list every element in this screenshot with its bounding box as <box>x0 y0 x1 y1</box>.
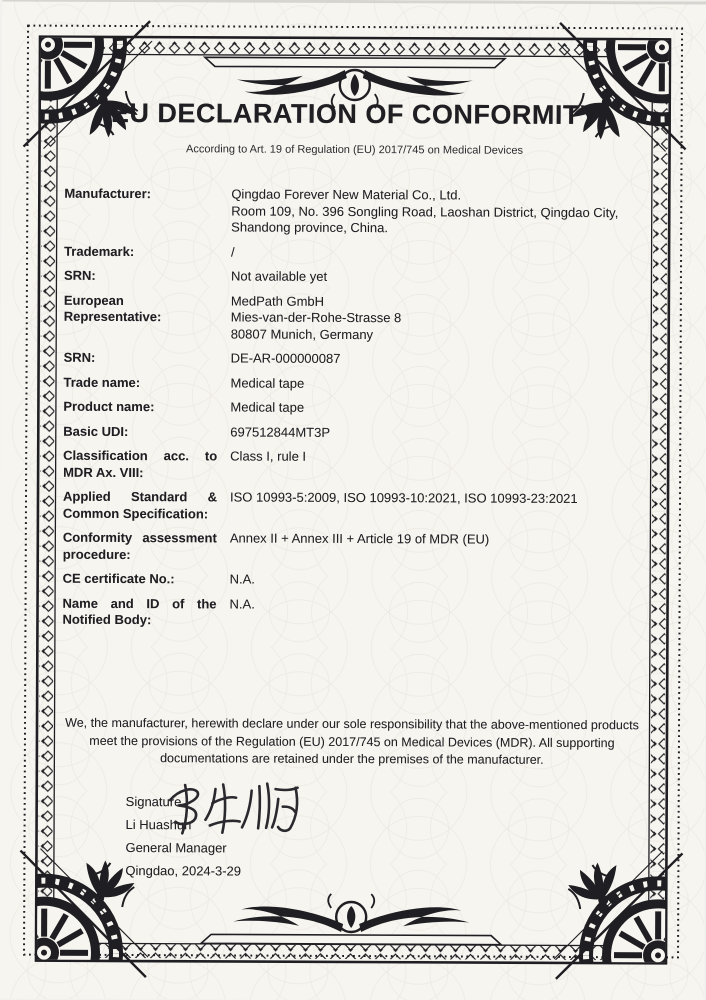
field-label: SRN: <box>63 267 96 283</box>
field-value: / <box>231 243 235 259</box>
page-title: EU DECLARATION OF CONFORMITY <box>110 97 599 131</box>
field-value: ISO 10993-5:2009, ISO 10993-10:2021, ISO 10993-23:2021 <box>229 489 578 506</box>
field-value: N.A. <box>229 595 255 612</box>
signatory-role: General Manager <box>125 840 227 856</box>
field-value: Not available yet <box>230 268 328 284</box>
field-label: European Representative: <box>63 292 162 325</box>
field-row <box>63 571 654 590</box>
field-row <box>63 448 654 484</box>
field-value: MedPath GmbH Mies-van-der-Rohe-Strasse 8 80807 Munich, Germany <box>230 292 402 342</box>
field-label: Manufacturer: <box>64 185 152 202</box>
field-value: DE-AR-000000087 <box>230 350 341 366</box>
field-row <box>63 399 654 418</box>
field-value: Medical tape <box>230 399 305 415</box>
field-label: CE certificate No.: <box>62 570 175 587</box>
handwritten-signature <box>163 771 317 843</box>
field-row <box>64 243 655 262</box>
field-row <box>63 530 654 566</box>
field-label: SRN: <box>63 349 96 365</box>
signature-place-date: Qingdao, 2024-3-29 <box>125 863 242 879</box>
field-label: Conformity assessment procedure: <box>62 529 217 562</box>
field-label: Basic UDI: <box>63 423 129 439</box>
field-label: Trade name: <box>63 374 141 390</box>
declaration-paragraph: We, the manufacturer, herewith declare under our sole responsibility that the above-mentioned products meet the provisions of the Regulation (EU) 2017/745 on Medical Devices (MDR). All supporting documentations are retained under the premises of the manufacturer. <box>65 715 639 767</box>
field-row <box>63 489 654 525</box>
field-value: Class I, rule I <box>230 448 307 464</box>
field-label: Product name: <box>63 398 155 415</box>
field-value: 697512844MT3P <box>230 423 331 440</box>
page-subtitle: According to Art. 19 of Regulation (EU) 2017/745 on Medical Devices <box>186 143 524 157</box>
field-value: Qingdao Forever New Material Co., Ltd. Room 109, No. 396 Songling Road, Laoshan District, Qingdao City, Shandong province, China. <box>231 186 619 236</box>
field-label: Name and ID of the Notified Body: <box>62 595 217 628</box>
field-value: Medical tape <box>230 374 305 391</box>
field-row <box>62 595 653 631</box>
field-row <box>63 374 654 393</box>
field-row <box>64 268 655 287</box>
signatory-name: Li Huashun <box>125 817 192 833</box>
field-row <box>63 423 654 442</box>
field-row <box>64 292 655 344</box>
field-row <box>64 350 655 369</box>
field-value: Annex II + Annex III + Article 19 of MDR (EU) <box>229 530 490 547</box>
field-label: Classification acc. to MDR Ax. VIII: <box>63 447 218 480</box>
fields-table <box>62 186 655 639</box>
field-value: N.A. <box>229 571 255 587</box>
field-row <box>64 186 655 238</box>
signature-label: Signature <box>125 794 182 810</box>
field-label: Applied Standard & Common Specification: <box>62 488 218 521</box>
field-label: Trademark: <box>64 243 135 259</box>
